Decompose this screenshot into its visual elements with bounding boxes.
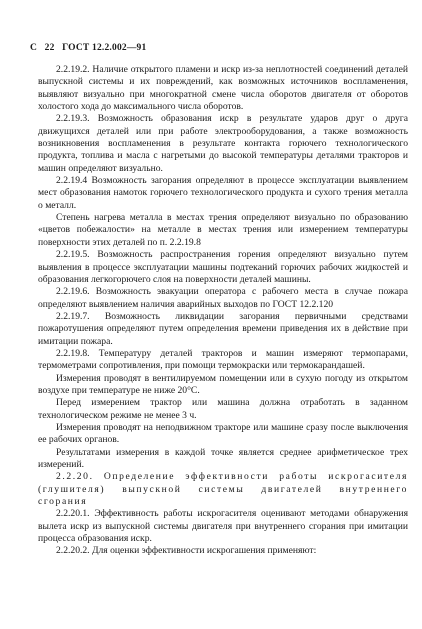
paragraph: Перед измерением трактор или машина должна отработать в заданном технологическом режиме не менее 3 ч.	[38, 397, 408, 421]
paragraph: 2.2.19.5. Возможность распространения горения определяют визуально путем выявления в процессе эксплуатации машины подтеканий горючих рабочих жидкостей и образования легкогорючего слоя на поверхности деталей машины.	[38, 249, 408, 285]
paragraph: 2.2.20.2. Для оценки эффективности искрогашения применяют:	[56, 545, 317, 557]
paragraph: Измерения проводят в вентилируемом помещении или в сухую погоду из открытом воздухе при температуре не ниже 20°С.	[38, 372, 408, 396]
paragraph: Результатами измерения в каждой точке является среднее арифметическое трех измерений.	[38, 446, 408, 470]
document-body	[38, 64, 408, 558]
paragraph: 2.2.19.3. Возможность образования искр в результате ударов друг о друга движущихся деталей или при работе электрооборудования, а также возможность возникновения воспламенения в результате контакта горючего технологического продукта, топлива и масла с нагретыми до высокой температуры деталями тракторов и машин определяют визуально.	[38, 113, 408, 174]
standard-code: ГОСТ 12.2.002—91	[62, 43, 147, 53]
paragraph: Измерения проводят на неподвижном тракторе или машине сразу после выключения ее рабочих органов.	[38, 421, 408, 446]
section-heading: 2.2.20. Определение эффективности работы искрогасителя (глушителя) выпускной системы двигателей внутреннего сгорания	[38, 471, 408, 508]
page-number: 22	[44, 43, 55, 53]
paragraph: 2.2.19.4 Возможность загорания определяют в процессе эксплуатации выявлением мест образования намоток горючего технологического продукта и сухого трения металла о металл.	[38, 175, 408, 211]
header-letter: С	[30, 43, 38, 53]
paragraph: 2.2.19.2. Наличие открытого пламени и искр из-за неплотностей соединений деталей выпускной системы и их повреждений, как возможных источников воспламенения, выявляют визуально при многократной смене числа оборотов двигателя от оборотов холостого хода до максимального числа оборотов.	[38, 64, 408, 113]
paragraph: 2.2.19.7. Возможность ликвидации загорания первичными средствами пожаротушения определяют путем определения времени приведения их в действие при имитации пожара.	[38, 310, 408, 347]
paragraph: 2.2.19.8. Температуру деталей тракторов и машин измеряют термопарами, термометрами сопротивления, при помощи термокраски или термокарандашей.	[38, 347, 408, 372]
paragraph: 2.2.19.6. Возможность эвакуации оператора с рабочего места в случае пожара определяют выявлением наличия аварийных выходов по ГОСТ 12.2.120	[38, 286, 408, 310]
paragraph: Степень нагрева металла в местах трения определяют визуально по образованию «цветов побежалости» на металле в местах трения или измерением температуры поверхности этих деталей по п. 2.2.19.8	[38, 212, 408, 248]
page-header	[30, 43, 151, 53]
paragraph: 2.2.20.1. Эффективность работы искрогасителя оценивают методами обнаружения вылета искр из выпускной системы двигателя при внутреннего сгорания при имитации процесса образования искр.	[38, 508, 408, 545]
